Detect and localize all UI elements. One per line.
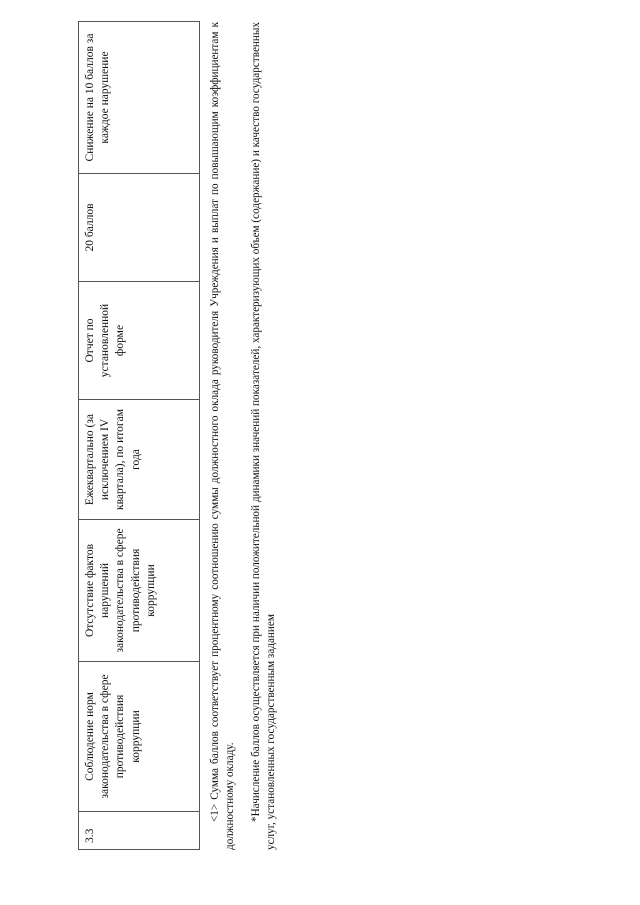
footnote-star: *Начисление баллов осуществляется при наличии положительной динамики значений показателей, характеризующих объем (содержание) и качество государственных услуг, установленных государственным заданием [249,22,278,850]
notes-section [208,22,290,850]
row-number: 3.3 [79,812,200,850]
footnote-1: <1> Сумма баллов соответствует процентному соотношению суммы должностного оклада руководителя Учреждения и выплат по повышающим коэффициентам к должностному окладу. [209,22,237,850]
indicator-cell: Отсутствие фактов нарушений законодательства в сфере противодействия коррупции [79,520,200,662]
reduction-cell: Снижение на 10 баллов за каждое нарушение [79,22,200,174]
criteria-table [78,21,200,850]
rotated-page [0,10,640,870]
periodicity-cell: Ежеквартально (за исключением IV квартала), по итогам года [79,400,200,520]
report-form-cell: Отчет по установленной форме [79,282,200,400]
points-cell: 20 баллов [79,174,200,282]
criterion-cell: Соблюдение норм законодательства в сфере противодействия коррупции [79,662,200,812]
table-row [79,22,200,850]
